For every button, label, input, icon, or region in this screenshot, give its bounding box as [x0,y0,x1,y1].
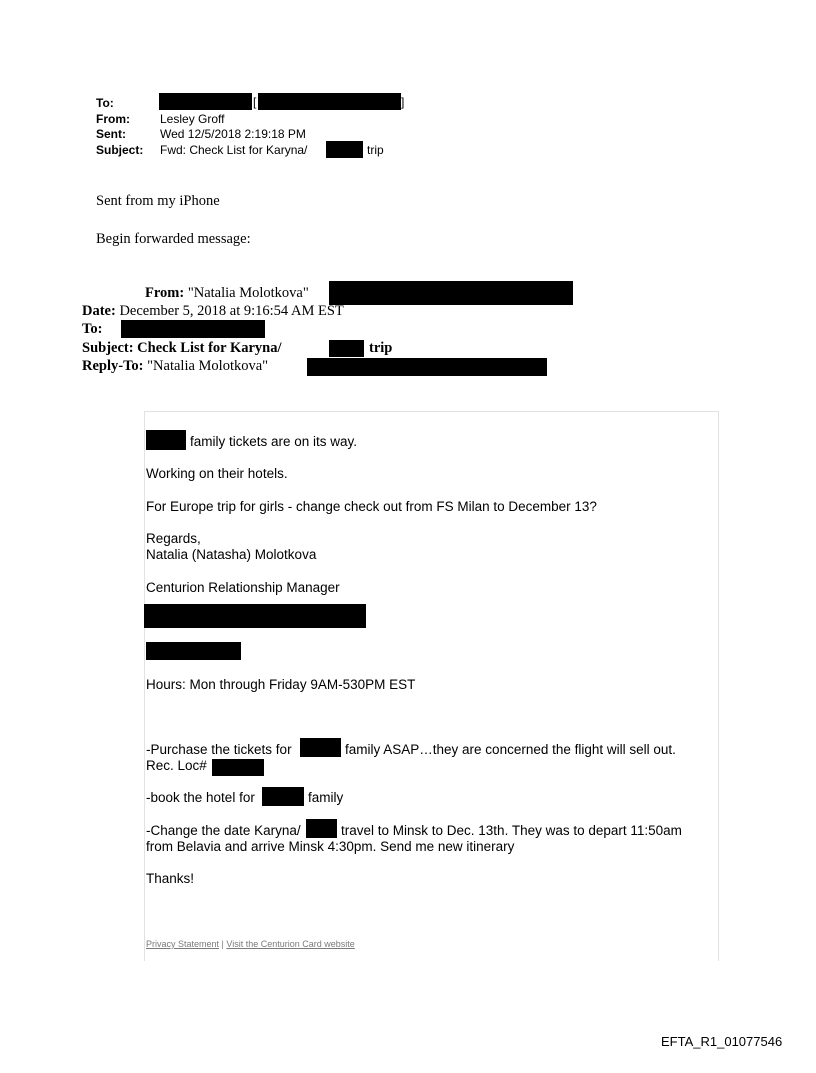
header-from-label: From: [96,112,130,126]
header-subject-prefix: Fwd: Check List for Karyna/ [160,143,308,157]
redaction-block [258,93,401,110]
item3-suffix: travel to Minsk to Dec. 13th. They was to depart 11:50am [341,823,682,838]
redaction-block [326,141,363,158]
forwarded-from: From: "Natalia Molotkova" [145,285,309,301]
header-sent-label: Sent: [96,127,126,141]
redaction-block [146,430,186,450]
item2-suffix: family [308,790,344,805]
header-subject-label: Subject: [96,143,144,157]
redaction-block [307,358,547,376]
header-subject-suffix: trip [367,143,384,157]
footer-separator: | [221,939,224,949]
redaction-block [329,281,573,305]
message-line-2: Working on their hotels. [146,466,288,481]
header-to-label: To: [96,96,114,110]
message-line-1: family tickets are on its way. [190,434,358,449]
redaction-block [146,642,241,660]
begin-forwarded-line: Begin forwarded message: [96,231,251,247]
item1-prefix: -Purchase the tickets for [146,742,292,757]
header-to-bracket-close: ] [401,95,405,109]
forwarded-subject: Subject: Check List for Karyna/ [82,340,282,356]
redaction-block [329,340,364,357]
privacy-statement-link[interactable]: Privacy Statement [146,939,220,949]
redaction-block [159,93,252,110]
forwarded-to-label: To: [82,321,103,337]
forwarded-replyto: Reply-To: "Natalia Molotkova" [82,358,269,374]
item2-prefix: -book the hotel for [146,790,255,805]
signature-title: Centurion Relationship Manager [146,580,340,595]
item1-loc: Rec. Loc# [146,758,207,773]
item3-prefix: -Change the date Karyna/ [146,823,301,838]
redaction-block [144,604,366,628]
redaction-block [300,738,341,757]
signature-name: Natalia (Natasha) Molotkova [146,547,317,562]
item3-line-2: from Belavia and arrive Minsk 4:30pm. Send me new itinerary [146,839,515,854]
header-from-value: Lesley Groff [160,112,225,126]
redaction-block [306,819,337,838]
header-sent-value: Wed 12/5/2018 2:19:18 PM [160,127,306,141]
document-id: EFTA_R1_01077546 [661,1034,783,1049]
forwarded-subject-suffix: trip [369,340,393,356]
redaction-block [121,320,265,338]
header-to-bracket-open: [ [253,95,257,109]
thanks-line: Thanks! [146,871,195,886]
visit-centurion-link[interactable]: Visit the Centurion Card website [226,939,355,949]
footer-links [146,939,355,949]
message-regards: Regards, [146,531,201,546]
message-line-3: For Europe trip for girls - change check out from FS Milan to December 13? [146,499,597,514]
forwarded-date: Date: December 5, 2018 at 9:16:54 AM EST [82,303,344,319]
redaction-block [262,787,304,806]
sent-from-line: Sent from my iPhone [96,193,220,209]
item1-suffix: family ASAP…they are concerned the flight will sell out. [345,742,676,757]
redaction-block [212,759,264,776]
hours-line: Hours: Mon through Friday 9AM-530PM EST [146,677,416,692]
